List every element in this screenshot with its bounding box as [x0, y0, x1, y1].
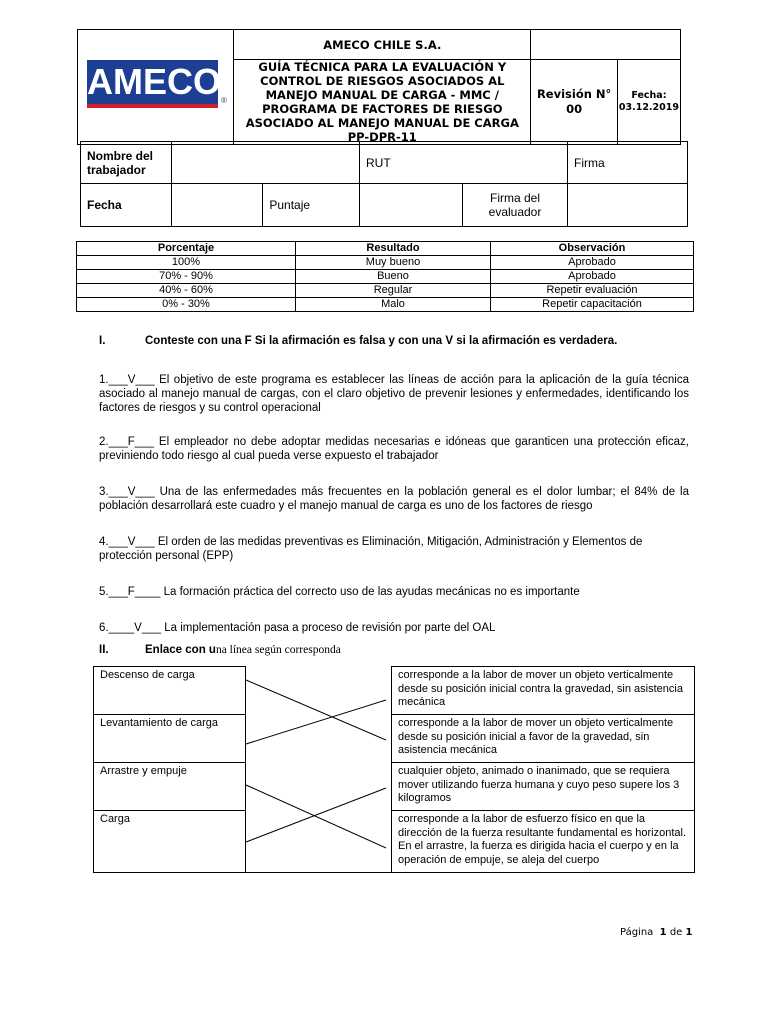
table-cell: 40% - 60% [77, 284, 296, 298]
match-term: Descenso de carga [94, 667, 246, 715]
match-term: Levantamiento de carga [94, 715, 246, 763]
section-2-number: II. [99, 644, 109, 656]
match-definition: corresponde a la labor de esfuerzo físico en que la dirección de la fuerza resultante fundamental es horizontal. En el arrastre, la fuerza es dirigida hacia el cuerpo y en la operación de empuje, se aleja del cuerpo [392, 811, 695, 873]
revision-value: 00 [566, 102, 583, 116]
column-header: Resultado [296, 242, 491, 256]
date-label-worker: Fecha [81, 184, 172, 227]
column-header: Porcentaje [77, 242, 296, 256]
table-cell: 100% [77, 256, 296, 270]
column-header: Observación [491, 242, 694, 256]
match-line [246, 788, 386, 842]
table-cell: 70% - 90% [77, 270, 296, 284]
score-label: Puntaje [263, 184, 360, 227]
match-definition: corresponde a la labor de mover un objeto verticalmente desde su posición inicial a favor de la gravedad, sin asistencia mecánica [392, 715, 695, 763]
table-cell: Regular [296, 284, 491, 298]
match-definition: corresponde a la labor de mover un objeto verticalmente desde su posición inicial contra la gravedad, sin asistencia mecánica [392, 667, 695, 715]
match-definition: cualquier objeto, animado o inanimado, que se requiera mover utilizando fuerza humana y cuyo peso supere los 3 kilogramos [392, 763, 695, 811]
match-line [246, 785, 386, 848]
table-cell: Repetir evaluación [491, 284, 694, 298]
date-label: Fecha: [631, 90, 667, 101]
section-2-instruction: Enlace con una línea según corresponda [145, 644, 341, 656]
company-name: AMECO CHILE S.A. [234, 30, 531, 60]
logo-wordmark: AMECO [87, 61, 221, 102]
table-cell: Malo [296, 298, 491, 312]
date-value: 03.12.2019 [618, 102, 679, 113]
match-line [246, 680, 386, 740]
section-1-number: I. [99, 335, 106, 347]
table-cell: Bueno [296, 270, 491, 284]
revision-label: Revisión N° [536, 87, 612, 101]
table-cell: Aprobado [491, 270, 694, 284]
table-cell: Aprobado [491, 256, 694, 270]
table-cell: 0% - 30% [77, 298, 296, 312]
question-text: La implementación pasa a proceso de revisión por parte del OAL [164, 622, 496, 634]
document-title: GUÍA TÉCNICA PARA LA EVALUACIÓN Y CONTROL DE RIESGOS ASOCIADOS AL MANEJO MANUAL DE CARGA - MMC / PROGRAMA DE FACTORES DE RIESGO ASOCIADO AL MANEJO MANUAL DE CARGA PP-DPR-11 [234, 60, 531, 145]
question-text: El empleador no debe adoptar medidas necesarias e idóneas que garanticen una protección eficaz, previniendo todo riesgo al cual pueda verse expuesto el trabajador [99, 436, 689, 462]
answer-blank[interactable]: 2.___F___ [99, 436, 154, 448]
worker-name-label: Nombre del trabajador [81, 142, 172, 184]
question-text: El orden de las medidas preventivas es Eliminación, Mitigación, Administración y Elementos de protección personal (EPP) [99, 536, 643, 562]
match-term: Arrastre y empuje [94, 763, 246, 811]
page-number: Página 1 de 1 [620, 927, 693, 938]
section-1-instruction: Conteste con una F Si la afirmación es falsa y con una V si la afirmación es verdadera. [145, 335, 618, 347]
answer-blank[interactable]: 6.____V___ [99, 622, 162, 634]
match-term: Carga [94, 811, 246, 873]
evaluator-signature-label: Firma del evaluador [463, 184, 568, 227]
answer-blank[interactable]: 4.___V___ [99, 536, 155, 548]
question-text: La formación práctica del correcto uso de las ayudas mecánicas no es importante [163, 586, 580, 598]
answer-blank[interactable]: 1.___V___ [99, 374, 155, 386]
signature-label: Firma [568, 142, 688, 184]
question-text: El objetivo de este programa es establecer las líneas de acción para la aplicación de la guía técnica asociado al manejo manual de cargas, con el claro objetivo de prevenir lesiones y enfermedades, identificando los factores de riesgos y su control operacional [99, 374, 689, 414]
match-line [246, 700, 386, 744]
answer-blank[interactable]: 3.___V___ [99, 486, 155, 498]
table-cell: Repetir capacitación [491, 298, 694, 312]
table-cell: Muy bueno [296, 256, 491, 270]
answer-blank[interactable]: 5.___F____ [99, 586, 161, 598]
rut-label: RUT [360, 142, 568, 184]
registered-mark: ® [221, 96, 227, 105]
question-text: Una de las enfermedades más frecuentes en la población general es el dolor lumbar; el 84% de la población desarrollará este cuadro y el manejo manual de carga es uno de los factores de riesgo [99, 486, 689, 512]
